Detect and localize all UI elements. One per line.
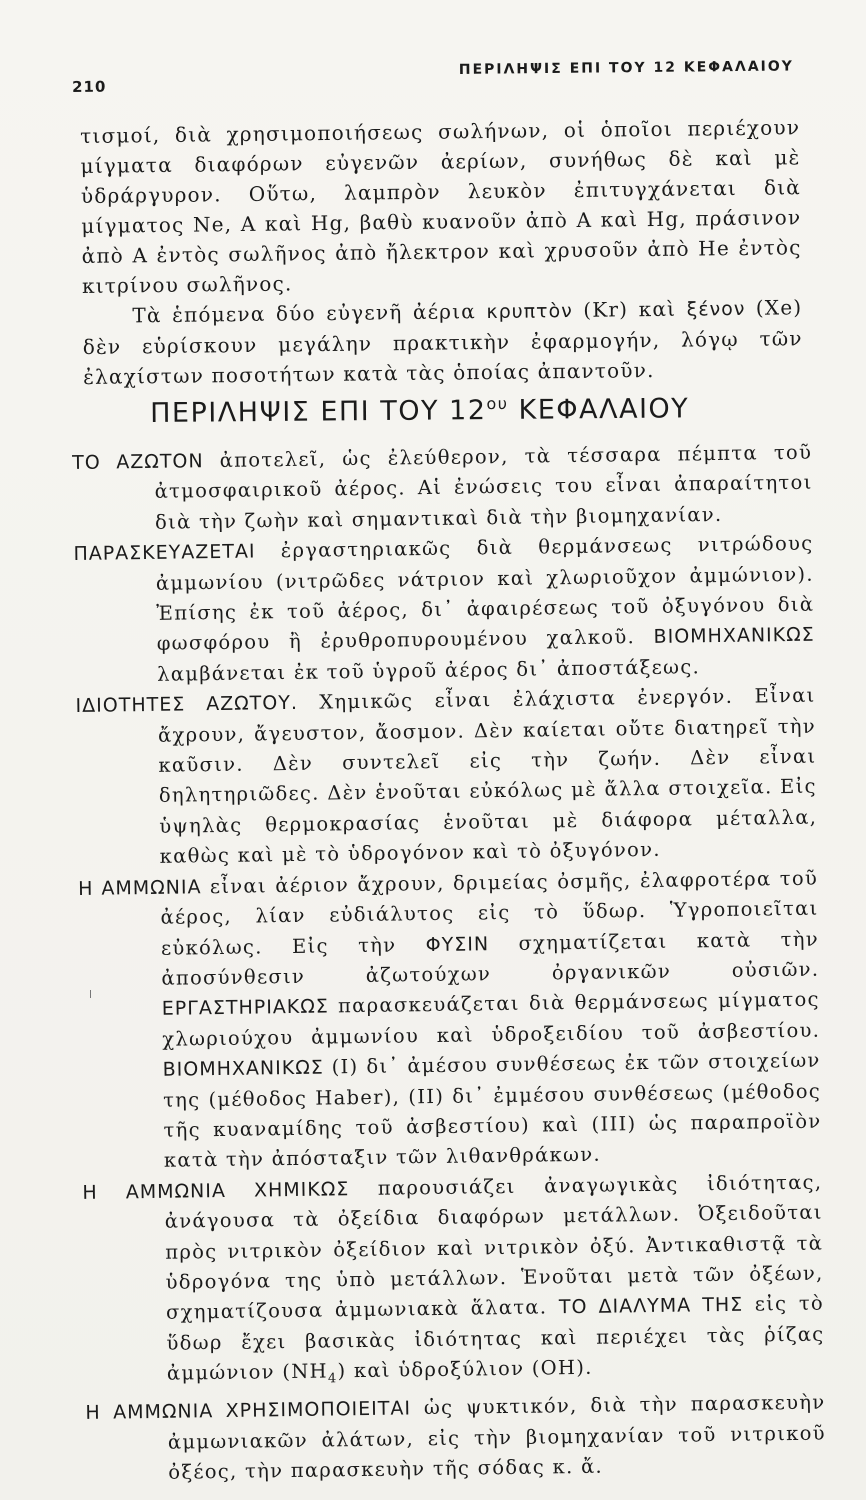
keyword-lead: ΙΔΙΟΤΗΤΕΣ ΑΖΩΤΟΥ. <box>75 692 299 718</box>
keyword-lead: ΤΟ ΔΙΑΛΥΜΑ ΤΗΣ <box>558 1294 744 1319</box>
entry-text: ) καὶ ὑδροξύλιον (OH). <box>337 1356 593 1383</box>
entry-text: λαμβάνεται ἐκ τοῦ ὑγροῦ ἀέρος δι᾽ ἀποστάξεως. <box>157 655 701 686</box>
continued-text <box>80 112 803 392</box>
chapter-summary-heading <box>150 392 730 429</box>
page-number: 210 <box>71 77 107 96</box>
keyword-lead: ΒΙΟΜΗΧΑΝΙΚΩΣ <box>653 624 815 649</box>
keyword-lead: Η ΑΜΜΩΝΙΑ ΧΡΗΣΙΜΟΠΟΙΕΙΤΑΙ <box>85 1397 412 1425</box>
summary-entry <box>73 529 815 691</box>
heading-superscript: ου <box>486 393 509 414</box>
keyword-lead: ΤΟ ΑΖΩΤΟΝ <box>72 450 204 474</box>
keyword-lead: ΒΙΟΜΗΧΑΝΙΚΩΣ <box>162 1056 324 1081</box>
paragraph-2-after: (Xe) δὲν εὑρίσκουν μεγάλην πρακτικὴν ἐφαρμογήν, λόγῳ τῶν ἐλαχίστων ποσοτήτων κατὰ τὰς ὁποίας ἀπαντοῦν. <box>82 295 803 389</box>
keyword-lead: ΦΥΣΙΝ <box>425 932 490 956</box>
subscript: 4 <box>327 1371 338 1387</box>
paragraph-noble-gas-tubes: τισμοί, διὰ χρησιμοποιήσεως σωλήνων, οἱ ὁποῖοι περιέχουν μίγματα διαφόρων εὐγενῶν ἀερίων, συνήθως δὲ καὶ μὲ ὑδράργυρον. Οὕτω, λαμπρὸν λευκὸν ἐπιτυγχάνεται διὰ μίγματος Ne, A καὶ Hg, βαθὺ κυανοῦν ἀπὸ A καὶ Hg, πράσινον ἀπὸ A ἐντὸς σωλῆνος ἀπὸ ἤλεκτρον καὶ χρυσοῦν ἀπὸ He ἐντὸς κιτρίνου σωλῆνος. <box>80 115 802 298</box>
entry-text: παρασκευάζεται διὰ θερμάνσεως μίγματος χλωριούχου ἀμμωνίου καὶ ὑδροξειδίου τοῦ ἀσβεστίου. <box>162 987 821 1051</box>
keyword-lead: Η ΑΜΜΩΝΙΑ <box>77 875 202 900</box>
term-krypton: κρυπτὸν <box>486 299 573 324</box>
entry-text: ὡς ψυκτικόν, διὰ τὴν παρασκευὴν ἀμμωνιακῶν ἀλάτων, εἰς τὴν βιομηχανίαν τοῦ νιτρικοῦ ὀξέος, τὴν παρασκευὴν τῆς σόδας κ. ἄ. <box>167 1391 826 1485</box>
heading-tail: ΚΕΦΑΛΑΙΟΥ <box>508 393 690 426</box>
entry-text: εἶναι ἀέριον ἄχρουν, δριμείας ὀσμῆς, ἐλαφροτέρα τοῦ ἀέρος, λίαν εὐδιάλυτος εἰς τὸ ὕδωρ. Ὑγροποιεῖται εὐκόλως. Εἰς τὴν <box>160 866 819 960</box>
print-mark <box>90 990 91 998</box>
entry-text: σχηματίζεται κατὰ τὴν ἀποσύνθεσιν ἀζωτούχων ὀργανικῶν οὐσιῶν. <box>161 927 820 990</box>
entry-text: Χημικῶς εἶναι ἐλάχιστα ἐνεργόν. Εἶναι ἄχρουν, ἄγευστον, ἄοσμον. Δὲν καίεται οὔτε διατηρεῖ τὴν καῦσιν. Δὲν συντελεῖ εἰς τὴν ζωήν. Δὲν εἶναι δηλητηριῶδες. Δὲν ἑνοῦται εὐκόλως μὲ ἄλλα στοιχεῖα. Εἰς ὑψηλὰς θερμοκρασίας ἑνοῦται μὲ διάφορα μέταλλα, καθὼς καὶ μὲ τὸ ὑδρογόνον καὶ τὸ ὀξυγόνον. <box>157 683 818 869</box>
term-xenon: ξένον <box>686 297 746 321</box>
summary-entry <box>72 438 813 540</box>
entry-text: ἀποτελεῖ, ὡς ἐλεύθερον, τὰ τέσσαρα πέμπτα τοῦ ἀτμοσφαιρικοῦ ἀέρος. Αἱ ἐνώσεις του εἶναι ἀπαραίτητοι διὰ τὴν ζωὴν καὶ σημαντικαὶ διὰ τὴν βιομηχανίαν. <box>154 440 813 534</box>
paragraph-2-before: Τὰ ἑπόμενα δύο εὐγενῆ ἀέρια <box>132 299 487 328</box>
summary-entry <box>75 681 817 874</box>
entry-text: (I) δι᾽ ἀμέσου συνθέσεως ἐκ τῶν στοιχείων της (μέθοδος Haber), (II) δι᾽ ἐμμέσου συνθέσεως (μέθοδος τῆς κυαναμίδης τοῦ ἀσβεστίου) καὶ (III) ὡς παραπροϊὸν κατὰ τὴν ἀπόσταξιν τῶν λιθανθράκων. <box>162 1048 822 1173</box>
keyword-lead: ΠΑΡΑΣΚΕΥΑΖΕΤΑΙ <box>73 540 256 566</box>
summary-entry <box>78 863 822 1177</box>
entry-text: παρουσιάζει ἀναγωγικὰς ἰδιότητας, ἀνάγουσα τὰ ὀξείδια διαφόρων μετάλλων. Ὀξειδοῦται πρὸς νιτρικὸν ὀξείδιον καὶ νιτρικὸν ὀξύ. Ἀντικαθιστᾷ τὰ ὑδρογόνα της ὑπὸ μετάλλων. Ἑνοῦται μετὰ τῶν ὀξέων, σχηματίζουσα ἀμμωνιακὰ ἅλατα. <box>164 1170 824 1325</box>
heading-main: ΠΕΡΙΛΗΨΙΣ ΕΠΙ ΤΟΥ 12 <box>150 395 487 429</box>
keyword-lead: ΕΡΓΑΣΤΗΡΙΑΚΩΣ <box>161 995 329 1021</box>
running-header <box>72 58 794 96</box>
summary-entries <box>72 438 826 1490</box>
summary-entry <box>85 1388 826 1490</box>
keyword-lead: Η ΑΜΜΩΝΙΑ ΧΗΜΙΚΩΣ <box>82 1177 350 1204</box>
paragraph-krypton-xenon <box>82 292 803 392</box>
entry-text: ἐργαστηριακῶς διὰ θερμάνσεως νιτρώδους ἀμμωνίου (νιτρῶδες νάτριον καὶ χλωριοῦχον ἀμμώνιον). Ἐπίσης ἐκ τοῦ ἀέρος, δι᾽ ἀφαιρέσεως τοῦ ὀξυγόνου διὰ φωσφόρου ἢ ἐρυθροπυρουμένου χαλκοῦ. <box>155 531 815 656</box>
summary-entry <box>82 1167 825 1398</box>
paragraph-2-middle: (Kr) καὶ <box>572 296 687 322</box>
running-header-title: ΠΕΡΙΛΗΨΙΣ ΕΠΙ ΤΟΥ 12 ΚΕΦΑΛΑΙΟΥ <box>458 58 794 78</box>
entry-text: εἰς τὸ ὕδωρ ἔχει βασικὰς ἰδιότητας καὶ περιέχει τὰς ῥίζας ἀμμώνιον (NH <box>166 1291 825 1385</box>
